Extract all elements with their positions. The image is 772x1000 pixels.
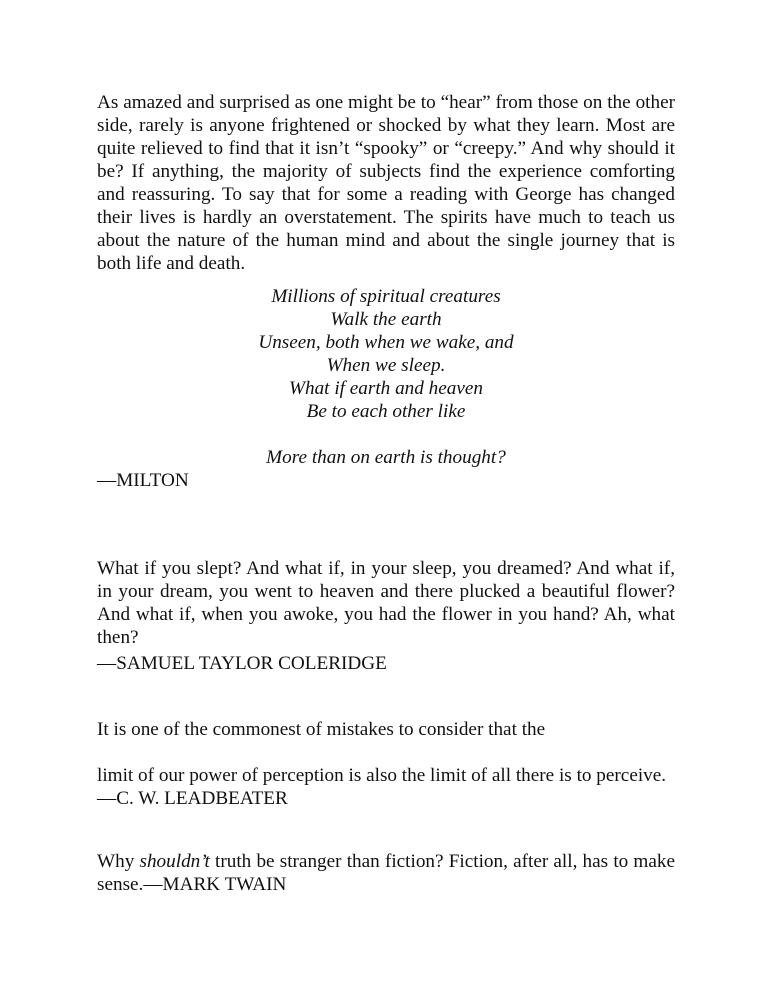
twain-text-after: truth be stranger than fiction? Fiction, after all, has to make sense. (97, 851, 675, 895)
twain-attribution: —MARK TWAIN (143, 874, 287, 895)
section-spacer (97, 810, 675, 850)
line-gap (97, 741, 675, 764)
document-page (97, 91, 675, 896)
coleridge-quote: What if you slept? And what if, in your sleep, you dreamed? And what if, in your dream, you went to heaven and there plucked a beautiful flower? And what if, when you awoke, you had the flower in you hand? Ah, what then? (97, 558, 675, 648)
section-spacer (97, 675, 675, 718)
poem-gap (97, 423, 675, 446)
twain-text-before: Why (97, 851, 140, 872)
poem-line: When we sleep. (326, 355, 446, 376)
leadbeater-quote-line-2: limit of our power of perception is also the limit of all there is to perceive. (97, 765, 667, 786)
poem-line: Be to each other like (306, 401, 466, 422)
poem-final-line: More than on earth is thought? (266, 447, 506, 468)
poem-line: Millions of spiritual creatures (271, 286, 501, 307)
milton-poem (97, 285, 675, 469)
section-spacer (97, 492, 675, 557)
leadbeater-attribution: —C. W. LEADBEATER (97, 788, 288, 809)
leadbeater-quote-line-1: It is one of the commonest of mistakes to consider that the (97, 719, 546, 740)
twain-emphasis: shouldn’t (139, 851, 210, 872)
twain-quote (97, 850, 675, 896)
intro-paragraph: As amazed and surprised as one might be to “hear” from those on the other side, rarely is anyone frightened or shocked by what they learn. Most are quite relieved to find that it isn’t “spooky” or “creepy.” And why should it be? If anything, the majority of subjects find the experience comforting and reassuring. To say that for some a reading with George has changed their lives is hardly an overstatement. The spirits have much to teach us about the nature of the human mind and about the single journey that is both life and death. (97, 92, 675, 274)
poem-line: Unseen, both when we wake, and (258, 332, 514, 353)
milton-attribution: —MILTON (97, 470, 189, 491)
coleridge-attribution: —SAMUEL TAYLOR COLERIDGE (97, 653, 387, 674)
poem-line: Walk the earth (330, 309, 442, 330)
poem-line: What if earth and heaven (289, 378, 483, 399)
